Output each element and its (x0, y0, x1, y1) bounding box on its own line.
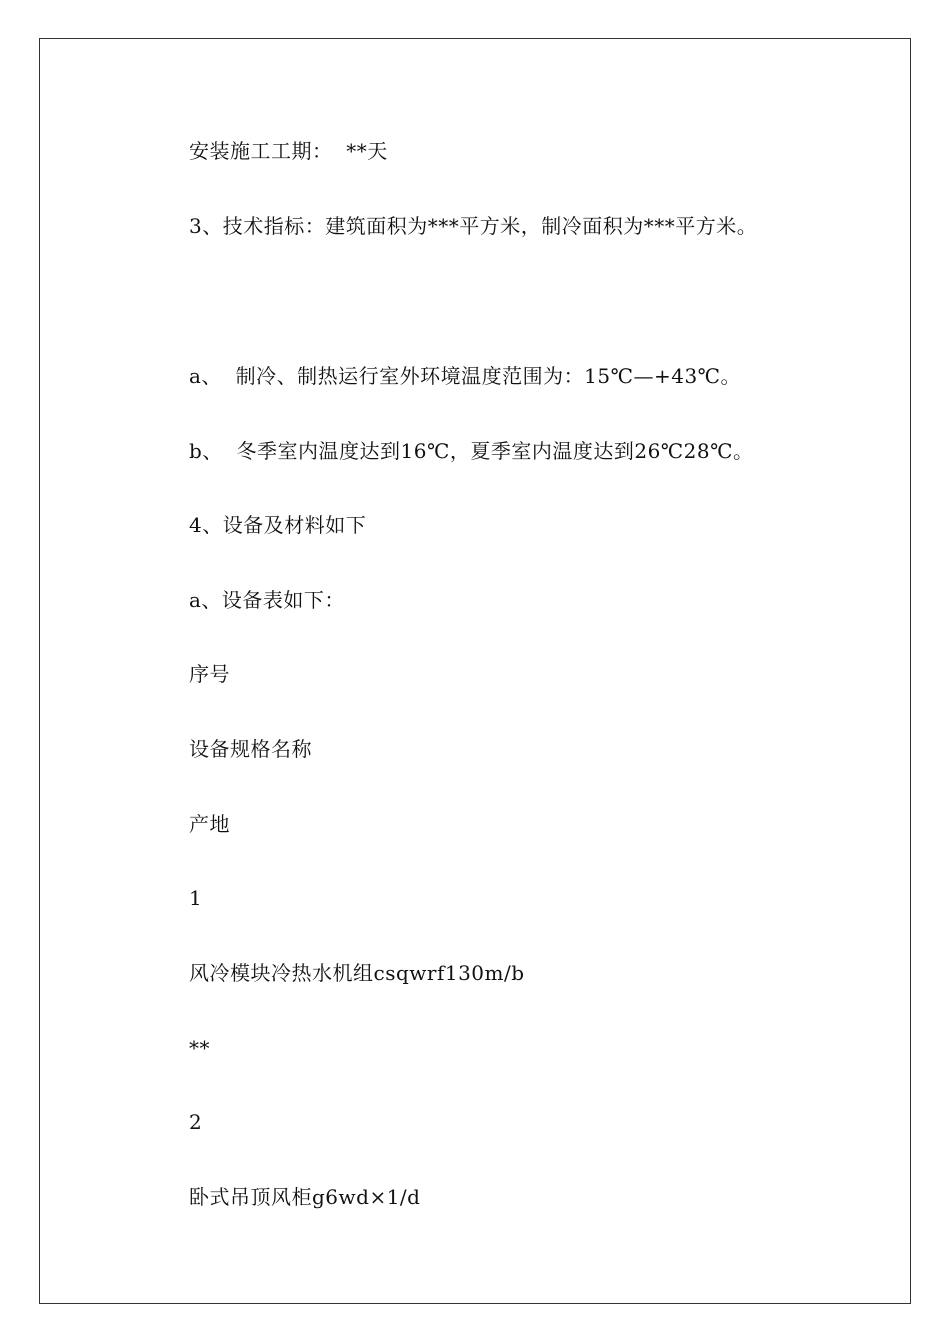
table-row-1-origin: ** (189, 1036, 210, 1060)
table-header-serial: 序号 (189, 662, 230, 686)
indoor-temperature-line: b、 冬季室内温度达到16℃，夏季室内温度达到26℃28℃。 (189, 439, 754, 463)
technical-indicators-line: 3、技术指标：建筑面积为***平方米，制冷面积为***平方米。 (189, 214, 758, 238)
construction-period-line: 安装施工工期： **天 (189, 139, 388, 163)
outdoor-temperature-range-line: a、 制冷、制热运行室外环境温度范围为：15℃—+43℃。 (189, 364, 742, 388)
equipment-materials-heading: 4、设备及材料如下 (189, 513, 367, 537)
table-header-spec-name: 设备规格名称 (189, 737, 312, 761)
table-row-1-serial: 1 (189, 886, 203, 910)
table-row-2-spec-name: 卧式吊顶风柜g6wd×1/d (189, 1185, 421, 1209)
table-header-origin: 产地 (189, 812, 230, 836)
equipment-table-intro: a、设备表如下： (189, 588, 345, 612)
table-row-1-spec-name: 风冷模块冷热水机组csqwrf130m/b (189, 961, 525, 985)
table-row-2-serial: 2 (189, 1110, 203, 1134)
